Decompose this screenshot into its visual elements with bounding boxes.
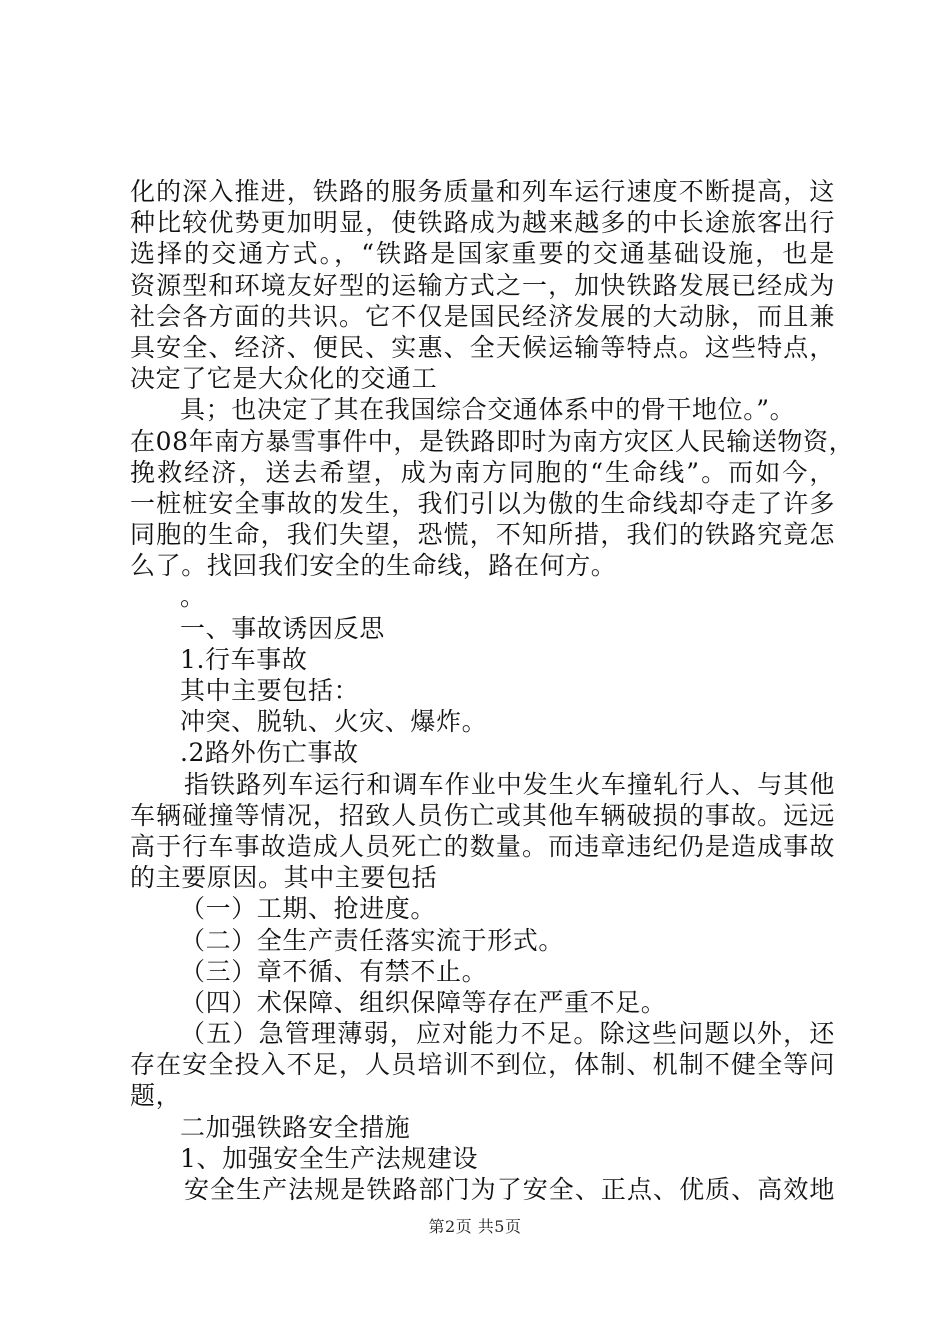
- text-line: 具安全、经济、便民、实惠、全天候运输等特点。这些特点，: [130, 332, 835, 362]
- list-item: （五）急管理薄弱，应对能力不足。除这些问题以外，还: [180, 1019, 835, 1049]
- list-item: （一）工期、抢进度。: [180, 894, 437, 924]
- section-heading: 二加强铁路安全措施: [180, 1112, 411, 1142]
- list-item: （三）章不循、有禁不止。: [180, 956, 488, 986]
- page-number: 第2页 共5页: [428, 1217, 522, 1236]
- text-line: 么了。找回我们安全的生命线，路在何方。: [130, 551, 617, 581]
- text-line: 具；也决定了其在我国综合交通体系中的骨干地位。”。: [180, 395, 796, 425]
- text-line: 车辆碰撞等情况，招致人员伤亡或其他车辆破损的事故。远远: [130, 800, 835, 830]
- page-footer: [0, 1214, 950, 1237]
- section-heading: 一、事故诱因反思: [180, 613, 385, 643]
- text-line: 化的深入推进，铁路的服务质量和列车运行速度不断提高，这: [130, 177, 835, 206]
- text-line: 选择的交通方式。，“铁路是国家重要的交通基础设施，也是: [130, 239, 835, 269]
- text-line: 在08年南方暴雪事件中，是铁路即时为南方灾区人民输送物资，: [130, 426, 855, 456]
- text-line: 安全生产法规是铁路部门为了安全、正点、优质、高效地: [184, 1175, 835, 1204]
- subsection-heading: .2路外伤亡事故: [180, 738, 359, 768]
- text-line: 存在安全投入不足，人员培训不到位，体制、机制不健全等问: [130, 1050, 835, 1080]
- subsection-heading: 1、加强安全生产法规建设: [180, 1143, 479, 1173]
- text-line: 社会各方面的共识。它不仅是国民经济发展的大动脉，而且兼: [130, 301, 835, 331]
- text-line: 同胞的生命，我们失望，恐慌，不知所措，我们的铁路究竟怎: [130, 520, 835, 550]
- text-line: 挽救经济，送去希望，成为南方同胞的“生命线”。而如今，: [130, 457, 835, 487]
- text-line: 的主要原因。其中主要包括: [130, 863, 438, 893]
- text-line: 一桩桩安全事故的发生，我们引以为傲的生命线却夺走了许多: [130, 488, 835, 518]
- text-line: 冲突、脱轨、火灾、爆炸。: [180, 707, 488, 737]
- document-body: [130, 176, 855, 1205]
- text-line: 资源型和环境友好型的运输方式之一，加快铁路发展已经成为: [130, 270, 835, 300]
- text-line: 种比较优势更加明显，使铁路成为越来越多的中长途旅客出行: [130, 208, 835, 238]
- text-line: 决定了它是大众化的交通工: [130, 364, 438, 394]
- list-item: （四）术保障、组织保障等存在严重不足。: [180, 987, 667, 1017]
- text-line: 。: [180, 582, 206, 612]
- text-line: 其中主要包括：: [180, 676, 360, 705]
- text-line: 题，: [130, 1081, 182, 1111]
- list-item: （二）全生产责任落实流于形式。: [180, 925, 565, 955]
- text-line: 高于行车事故造成人员死亡的数量。而违章违纪仍是造成事故: [130, 831, 835, 861]
- text-line: 指铁路列车运行和调车作业中发生火车撞轧行人、与其他: [184, 769, 835, 799]
- subsection-heading: 1.行车事故: [180, 644, 308, 674]
